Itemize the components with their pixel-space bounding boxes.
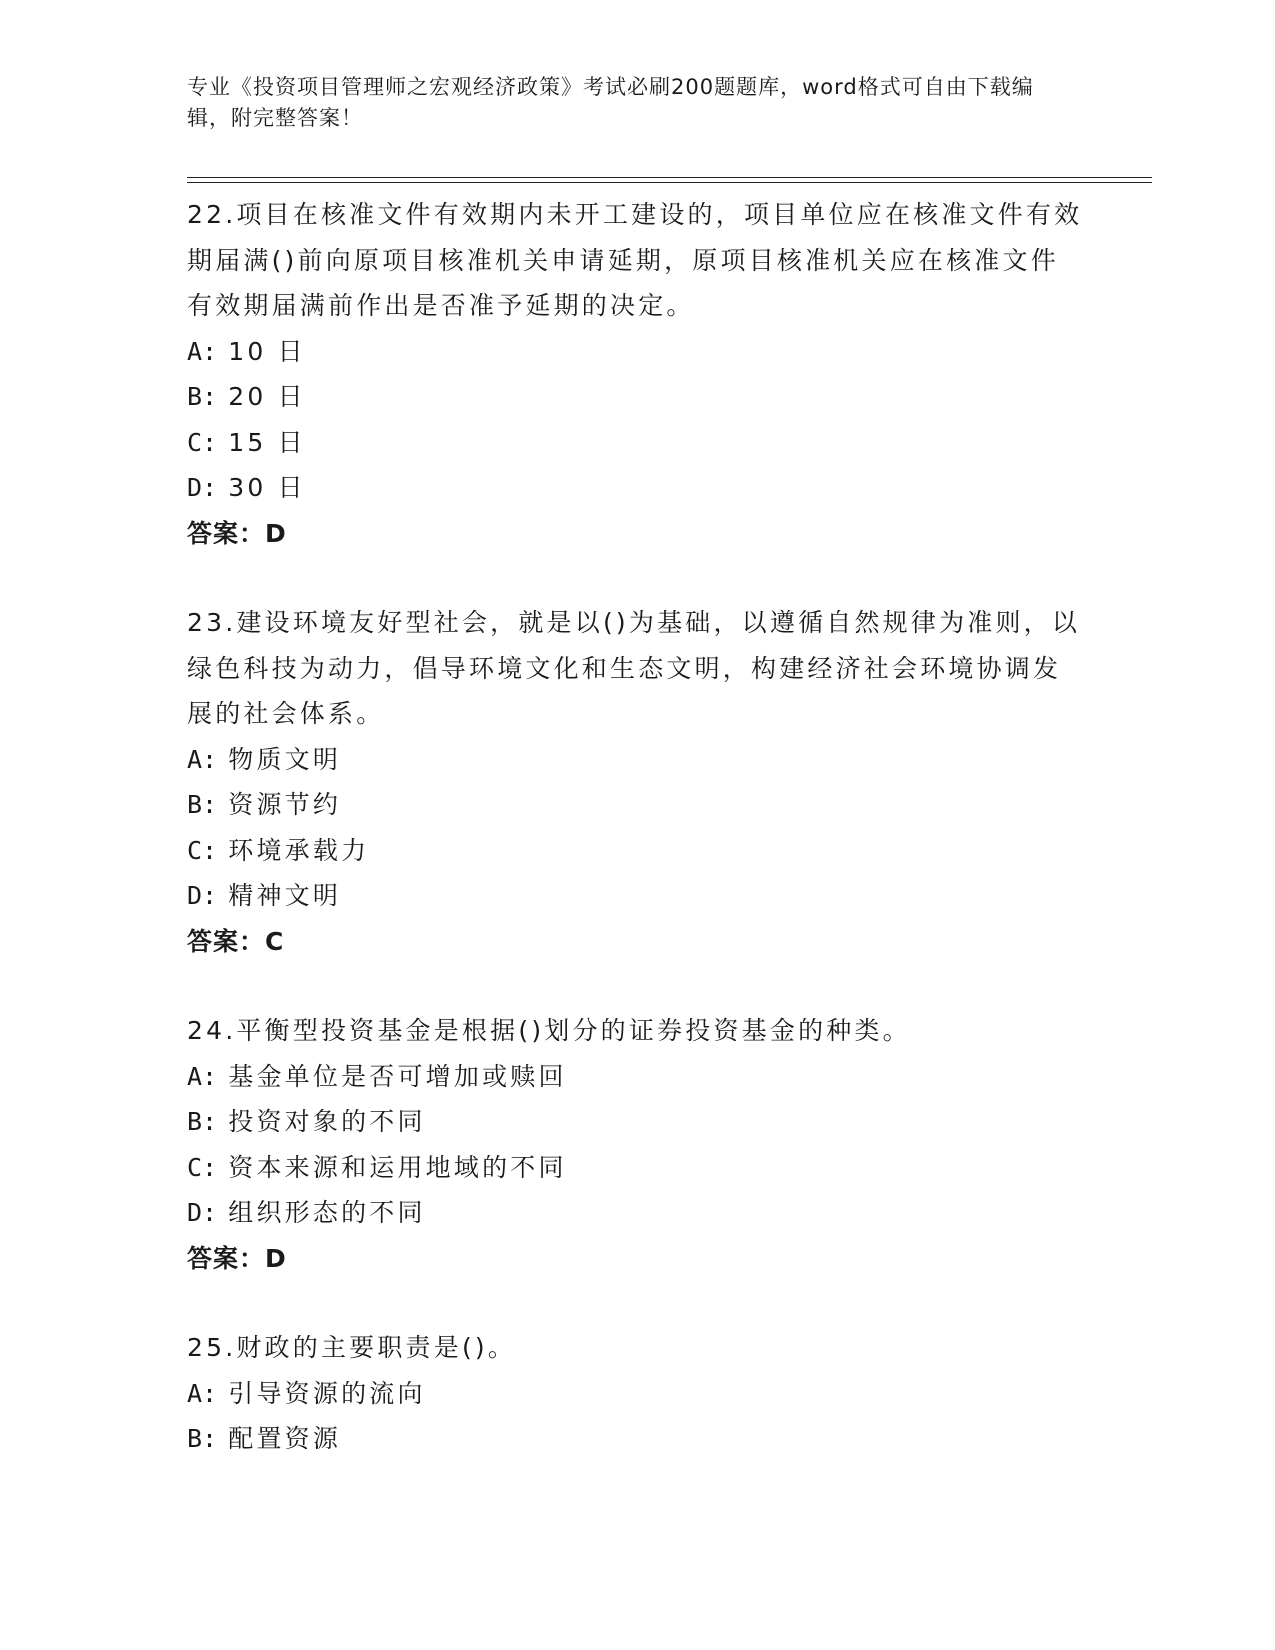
option-text: 资本来源和运用地域的不同 — [228, 1152, 567, 1182]
option-letter: B: — [187, 1107, 218, 1136]
option-text: 环境承载力 — [228, 835, 370, 865]
option-a — [187, 329, 1087, 375]
option-text: 组织形态的不同 — [228, 1198, 426, 1227]
document-header: 专业《投资项目管理师之宏观经济政策》考试必刷200题题库，word格式可自由下载编辑，附完整答案！ — [187, 75, 1034, 130]
header-rule-bottom — [187, 182, 1152, 183]
option-letter: A: — [187, 336, 218, 366]
option-text: 引导资源的流向 — [228, 1378, 426, 1408]
question-list — [187, 192, 1087, 1506]
question-22 — [187, 192, 1087, 556]
option-b — [187, 1416, 1087, 1462]
option-d — [187, 1190, 1087, 1236]
option-d — [187, 873, 1087, 919]
option-text: 基金单位是否可增加或赎回 — [228, 1061, 567, 1091]
option-text: 10 日 — [228, 336, 306, 366]
option-letter: B: — [187, 1424, 218, 1453]
question-stem: 25.财政的主要职责是()。 — [187, 1333, 517, 1362]
question-stem: 24.平衡型投资基金是根据()划分的证券投资基金的种类。 — [187, 1016, 911, 1045]
option-letter: B: — [187, 382, 218, 411]
option-a — [187, 737, 1087, 783]
question-23 — [187, 600, 1087, 964]
option-letter: A: — [187, 1061, 218, 1091]
option-letter: C: — [187, 427, 218, 457]
option-letter: D: — [187, 1198, 218, 1227]
option-c — [187, 828, 1087, 874]
option-text: 20 日 — [228, 382, 306, 411]
option-text: 投资对象的不同 — [228, 1107, 426, 1136]
option-letter: C: — [187, 835, 218, 865]
option-b — [187, 782, 1087, 828]
option-text: 30 日 — [228, 473, 306, 502]
option-text: 配置资源 — [228, 1424, 342, 1453]
option-letter: A: — [187, 1378, 218, 1408]
option-text: 精神文明 — [228, 881, 342, 910]
option-letter: B: — [187, 790, 218, 819]
option-letter: C: — [187, 1152, 218, 1182]
answer-label: 答案：C — [187, 926, 285, 956]
option-letter: A: — [187, 744, 218, 774]
answer-label: 答案：D — [187, 1243, 287, 1273]
option-letter: D: — [187, 473, 218, 502]
option-b — [187, 374, 1087, 420]
option-b — [187, 1099, 1087, 1145]
question-stem: 23.建设环境友好型社会，就是以()为基础，以遵循自然规律为准则，以绿色科技为动力，倡导环境文化和生态文明，构建经济社会环境协调发展的社会体系。 — [187, 608, 1081, 728]
header-rule-top — [187, 177, 1152, 178]
option-text: 15 日 — [228, 427, 306, 457]
option-d — [187, 465, 1087, 511]
question-stem: 22.项目在核准文件有效期内未开工建设的，项目单位应在核准文件有效期届满()前向原项目核准机关申请延期，原项目核准机关应在核准文件有效期届满前作出是否准予延期的决定。 — [187, 200, 1083, 320]
option-a — [187, 1371, 1087, 1417]
option-a — [187, 1054, 1087, 1100]
option-letter: D: — [187, 881, 218, 910]
question-25 — [187, 1325, 1087, 1462]
question-24 — [187, 1008, 1087, 1281]
answer-label: 答案：D — [187, 518, 287, 548]
option-text: 资源节约 — [228, 790, 342, 819]
option-text: 物质文明 — [228, 744, 342, 774]
option-c — [187, 420, 1087, 466]
option-c — [187, 1145, 1087, 1191]
